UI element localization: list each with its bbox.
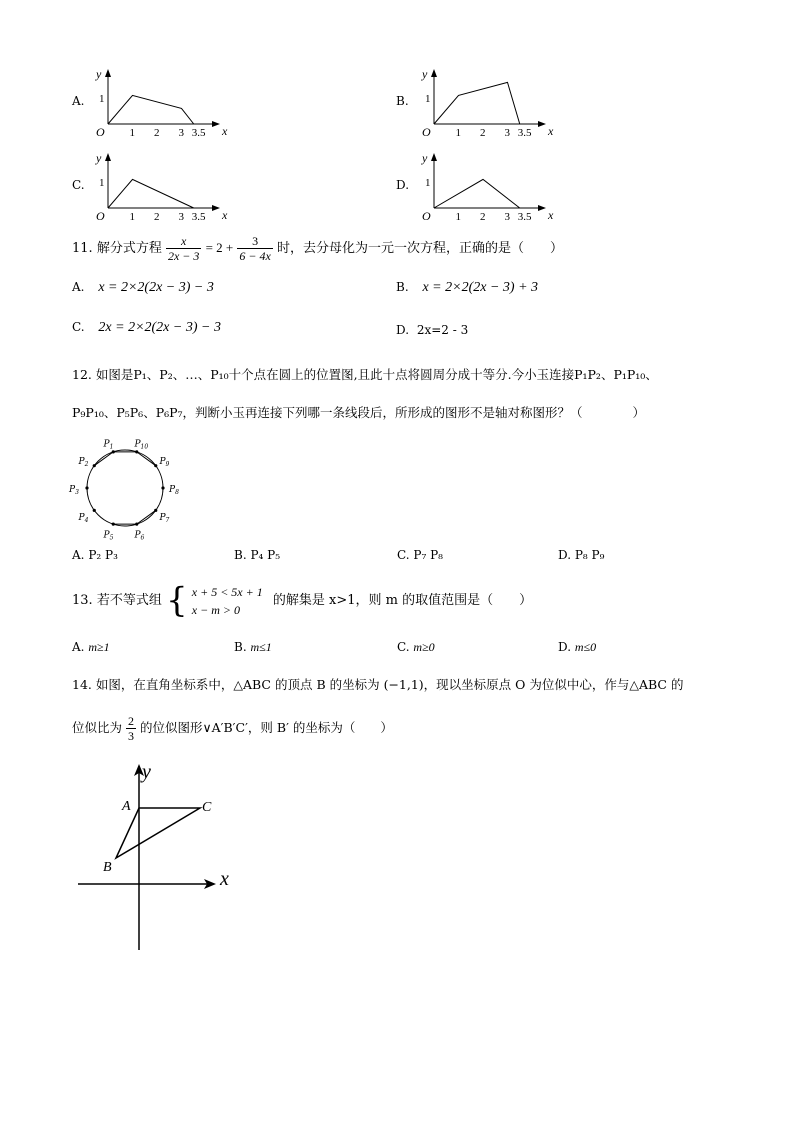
option-text: m≥0 bbox=[413, 640, 435, 654]
x-tick-label: 3 bbox=[504, 127, 510, 139]
option-text: x = 2×2(2x − 3) − 3 bbox=[98, 280, 214, 295]
label-p8: $P_8$ bbox=[169, 485, 179, 496]
option-letter: B. bbox=[234, 548, 247, 562]
numerator: x bbox=[166, 234, 201, 249]
point-p7 bbox=[154, 509, 157, 512]
graph-svg bbox=[420, 150, 566, 222]
x-axis-label: x bbox=[222, 124, 228, 138]
q13-option-c[interactable] bbox=[397, 640, 435, 655]
point-p10 bbox=[135, 450, 138, 453]
y-axis-label: y bbox=[142, 761, 151, 783]
question-14-line2 bbox=[72, 710, 393, 746]
x-axis-label: x bbox=[548, 124, 554, 138]
coordinate-triangle-figure bbox=[74, 758, 244, 954]
x-axis-arrow bbox=[538, 121, 546, 127]
q10-graph-b bbox=[396, 66, 566, 138]
option-text: m≤0 bbox=[574, 640, 597, 654]
origin-label: O bbox=[422, 125, 431, 139]
origin-label: O bbox=[422, 209, 431, 223]
triangle-abc bbox=[116, 808, 200, 858]
option-text: P₈ P₉ bbox=[574, 548, 605, 562]
q12-option-a[interactable] bbox=[72, 548, 118, 562]
option-letter: A. bbox=[72, 280, 85, 294]
x-tick-label: 3.5 bbox=[191, 211, 206, 223]
x-tick-label: 2 bbox=[480, 211, 486, 223]
label-p7: $P_7$ bbox=[159, 513, 170, 525]
q13-option-b[interactable] bbox=[234, 640, 272, 655]
question-12-line1 bbox=[72, 365, 658, 385]
x-axis-label: x bbox=[222, 208, 228, 222]
option-text: 2x = 2×2(2x − 3) − 3 bbox=[98, 320, 221, 335]
q10-graph-c bbox=[70, 150, 240, 222]
chord-P6P7 bbox=[137, 510, 156, 524]
x-axis-arrow bbox=[538, 205, 546, 211]
decagon-circle-figure bbox=[70, 434, 182, 542]
point-p6 bbox=[135, 523, 138, 526]
question-14-line1 bbox=[72, 675, 683, 695]
question-number: 13. bbox=[72, 593, 93, 608]
option-text: P₄ P₅ bbox=[250, 548, 281, 562]
q12-option-b[interactable] bbox=[234, 548, 280, 562]
inequality-2: x − m > 0 bbox=[191, 602, 240, 617]
option-label: D. bbox=[396, 178, 410, 192]
q11-option-a[interactable] bbox=[72, 280, 214, 296]
inequality-1: x + 5 < 5x + 1 bbox=[191, 584, 263, 599]
graph-svg bbox=[94, 150, 240, 222]
x-tick-label: 1 bbox=[129, 211, 135, 223]
question-11 bbox=[72, 230, 563, 266]
option-letter: D. bbox=[396, 323, 410, 337]
x-tick-label: 3.5 bbox=[517, 211, 532, 223]
question-stem: 的解集是 x>1，则 m 的取值范围是（ ） bbox=[272, 593, 533, 608]
point-p9 bbox=[154, 464, 157, 467]
option-label: B. bbox=[396, 94, 409, 108]
q12-option-d[interactable] bbox=[558, 548, 604, 562]
y-axis-label: y bbox=[422, 67, 428, 81]
x-axis-label: x bbox=[220, 868, 229, 890]
question-stem: 解分式方程 bbox=[96, 241, 162, 256]
option-letter: B. bbox=[234, 640, 247, 654]
question-stem: 如图，在直角坐标系中，△ABC 的顶点 B 的坐标为 (−1,1)，现以坐标原点 O 为位似中心，作与△ABC 的 bbox=[95, 677, 684, 692]
vertex-a-label: A bbox=[122, 799, 131, 814]
x-tick-label: 2 bbox=[154, 211, 160, 223]
graph-line bbox=[108, 179, 194, 208]
option-letter: D. bbox=[558, 640, 572, 654]
y-axis-label: y bbox=[96, 67, 102, 81]
label-p6: $P_6$ bbox=[134, 530, 145, 542]
question-stem: 如图是P₁、P₂、…、P₁₀十个点在圆上的位置图,且此十点将圆周分成十等分.今小玉连接P₁P₂、P₁P₁₀、 bbox=[95, 367, 658, 382]
question-stem: P₉P₁₀、P₅P₆、P₆P₇，判断小玉再连接下列哪一条线段后，所形成的图形不是轴对称图形？（ ） bbox=[72, 405, 646, 420]
q10-graph-d bbox=[396, 150, 566, 222]
option-text: P₇ P₈ bbox=[413, 548, 443, 562]
fraction bbox=[126, 714, 136, 743]
option-label: A. bbox=[72, 94, 85, 108]
x-tick-label: 2 bbox=[480, 127, 486, 139]
point-p8 bbox=[161, 486, 164, 489]
x-tick-label: 1 bbox=[455, 211, 461, 223]
denominator: 6 − 4x bbox=[239, 249, 271, 263]
q11-option-d[interactable] bbox=[396, 323, 468, 337]
denominator: 3 bbox=[128, 729, 134, 743]
x-tick-label: 1 bbox=[455, 127, 461, 139]
label-p9: $P_9$ bbox=[159, 456, 170, 468]
x-axis-arrow bbox=[212, 205, 220, 211]
label-p5: $P_5$ bbox=[103, 530, 114, 542]
point-p3 bbox=[85, 486, 88, 489]
chord-P1P2 bbox=[94, 452, 113, 466]
numerator: 2 bbox=[128, 714, 134, 728]
question-number: 14. bbox=[72, 677, 92, 692]
circle bbox=[87, 450, 163, 526]
y-axis-label: y bbox=[96, 151, 102, 165]
option-letter: C. bbox=[72, 320, 85, 334]
label-p2: $P_2$ bbox=[78, 456, 89, 468]
x-axis-label: x bbox=[548, 208, 554, 222]
x-tick-label: 2 bbox=[154, 127, 160, 139]
y-axis-arrow bbox=[105, 69, 111, 77]
origin-label: O bbox=[96, 125, 105, 139]
graph-line bbox=[434, 82, 520, 124]
point-p4 bbox=[93, 509, 96, 512]
option-letter: A. bbox=[72, 548, 85, 562]
question-stem: 若不等式组 bbox=[96, 593, 162, 608]
graph-line bbox=[434, 179, 520, 208]
option-text: m≤1 bbox=[250, 640, 272, 654]
inequality-system bbox=[192, 583, 263, 619]
question-stem: 的位似图形∨A′B′C′，则 B′ 的坐标为（ ） bbox=[139, 720, 393, 735]
option-label: C. bbox=[72, 178, 85, 192]
origin-label: O bbox=[96, 209, 105, 223]
question-stem: 位似比为 bbox=[72, 720, 123, 735]
y-tick-label: 1 bbox=[425, 93, 431, 105]
q11-option-c[interactable] bbox=[72, 320, 221, 336]
option-letter: A. bbox=[72, 640, 85, 654]
label-p3: $P_3$ bbox=[69, 485, 79, 496]
option-text: P₂ P₃ bbox=[88, 548, 118, 562]
y-axis-arrow bbox=[105, 153, 111, 161]
graph-line bbox=[108, 95, 194, 124]
point-p1 bbox=[112, 450, 115, 453]
graph-svg bbox=[420, 66, 566, 138]
equation-middle: = 2 + bbox=[205, 240, 234, 255]
question-12-line2 bbox=[72, 403, 645, 423]
x-tick-label: 3 bbox=[178, 211, 184, 223]
option-letter: C. bbox=[397, 548, 410, 562]
option-text: 2x=2 - 3 bbox=[416, 323, 469, 337]
x-tick-label: 3.5 bbox=[191, 127, 206, 139]
point-p2 bbox=[93, 464, 96, 467]
q13-option-a[interactable] bbox=[72, 640, 110, 655]
y-axis-label: y bbox=[422, 151, 428, 165]
graph-svg bbox=[94, 66, 240, 138]
y-axis-arrow bbox=[431, 153, 437, 161]
numerator: 3 bbox=[237, 234, 272, 249]
fraction bbox=[237, 234, 272, 263]
chord-P9P10 bbox=[137, 452, 156, 466]
option-letter: B. bbox=[396, 280, 409, 294]
y-tick-label: 1 bbox=[99, 93, 105, 105]
y-tick-label: 1 bbox=[99, 177, 105, 189]
x-tick-label: 1 bbox=[129, 127, 135, 139]
vertex-c-label: C bbox=[202, 800, 212, 815]
vertex-b-label: B bbox=[103, 860, 112, 875]
option-letter: D. bbox=[558, 548, 572, 562]
x-tick-label: 3 bbox=[178, 127, 184, 139]
x-tick-label: 3.5 bbox=[517, 127, 532, 139]
denominator: 2x − 3 bbox=[167, 249, 200, 263]
question-number: 12. bbox=[72, 367, 92, 382]
brace-symbol: { bbox=[165, 580, 188, 621]
point-p5 bbox=[112, 523, 115, 526]
y-axis-arrow bbox=[431, 69, 437, 77]
q12-option-c[interactable] bbox=[397, 548, 443, 562]
option-text: x = 2×2(2x − 3) + 3 bbox=[422, 280, 539, 295]
label-p10: $P_{10}$ bbox=[134, 439, 149, 451]
question-stem: 时，去分母化为一元一次方程，正确的是（ ） bbox=[276, 241, 563, 256]
y-tick-label: 1 bbox=[425, 177, 431, 189]
question-13 bbox=[72, 580, 532, 622]
option-letter: C. bbox=[397, 640, 410, 654]
fraction bbox=[166, 234, 201, 263]
label-p1: $P_1$ bbox=[103, 439, 114, 451]
q10-graph-a bbox=[70, 66, 240, 138]
q11-option-b[interactable] bbox=[396, 280, 538, 296]
q13-option-d[interactable] bbox=[558, 640, 596, 655]
question-number: 11. bbox=[72, 241, 93, 256]
x-tick-label: 3 bbox=[504, 211, 510, 223]
label-p4: $P_4$ bbox=[78, 513, 89, 525]
x-axis-arrow bbox=[212, 121, 220, 127]
option-text: m≥1 bbox=[88, 640, 110, 654]
